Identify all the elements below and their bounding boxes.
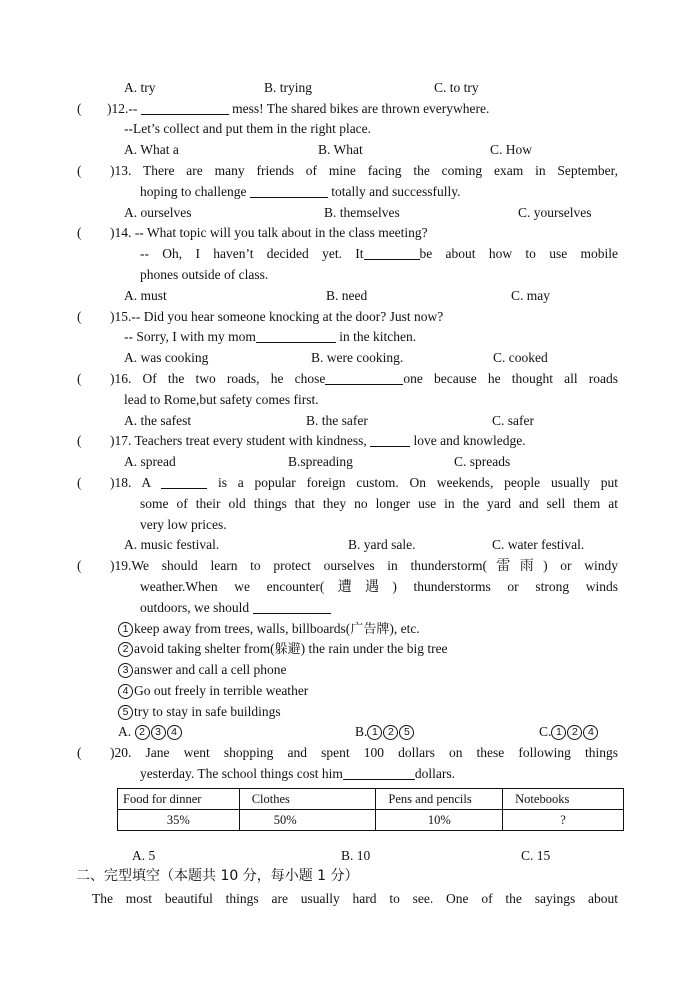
q14-paren: ( bbox=[77, 225, 82, 240]
q12-paren: ( bbox=[77, 101, 82, 116]
q14-option-c: C. may bbox=[511, 288, 550, 303]
q17-option-a: A. spread bbox=[124, 454, 176, 469]
table-cell: 10% bbox=[376, 810, 503, 831]
q12-option-a: A. What a bbox=[124, 142, 179, 157]
q17-option-c: C. spreads bbox=[454, 454, 511, 469]
q13-option-c: C. yourselves bbox=[518, 205, 592, 220]
q19-item: 4 Go out freely in terrible weather bbox=[118, 683, 308, 699]
q19-stem: )19.We should learn to protect ourselves in thunderstorm(雷雨) or windy bbox=[110, 558, 618, 574]
q19-item: 1 keep away from trees, walls, billboards(广告牌), etc. bbox=[118, 621, 420, 638]
q16-paren: ( bbox=[77, 371, 82, 386]
table-header-cell: Notebooks bbox=[503, 789, 624, 810]
q19-paren: ( bbox=[77, 558, 82, 573]
answer-blank bbox=[253, 601, 331, 614]
table-header-cell: Clothes bbox=[239, 789, 376, 810]
table-header-cell: Pens and pencils bbox=[376, 789, 503, 810]
answer-blank bbox=[325, 372, 403, 385]
q13-option-b: B. themselves bbox=[324, 205, 400, 220]
passage-text: The most beautiful things are usually hard to see. One of the sayings about bbox=[92, 891, 618, 906]
answer-blank bbox=[141, 102, 229, 115]
answer-blank bbox=[250, 185, 328, 198]
q14-reply-cont: phones outside of class. bbox=[140, 267, 269, 282]
q16-option-c: C. safer bbox=[492, 413, 534, 428]
q19-item: 3 answer and call a cell phone bbox=[118, 662, 287, 678]
table-cell: 35% bbox=[118, 810, 240, 831]
circled-number: 2 bbox=[118, 642, 133, 657]
q17-option-b: B.spreading bbox=[288, 454, 353, 469]
circled-number: 1 bbox=[118, 622, 133, 637]
q15-stem: )15.-- Did you hear someone knocking at the door? Just now? bbox=[110, 309, 444, 324]
q16-option-a: A. the safest bbox=[124, 413, 192, 428]
q11-option-b: B. trying bbox=[264, 80, 313, 95]
q14-stem: )14. -- What topic will you talk about in the class meeting? bbox=[110, 225, 428, 240]
q12-stem: )12.-- mess! The shared bikes are thrown everywhere. bbox=[107, 101, 490, 116]
table-cell: 50% bbox=[239, 810, 376, 831]
q12-option-b: B. What bbox=[318, 142, 363, 157]
q15-paren: ( bbox=[77, 309, 82, 324]
q20-stem-cont: yesterday. The school things cost him dollars. bbox=[140, 766, 455, 781]
q20-option-b: B. 10 bbox=[341, 848, 371, 863]
q12-option-c: C. How bbox=[490, 142, 533, 157]
q13-stem-cont: hoping to challenge totally and successfully. bbox=[140, 184, 461, 199]
q19-stem-cont2: outdoors, we should bbox=[140, 600, 331, 616]
table-row bbox=[118, 810, 624, 831]
answer-blank bbox=[343, 767, 415, 780]
q18-stem-cont: some of their old things that they no longer use in the yard and sell them at bbox=[140, 496, 618, 511]
q15-option-a: A. was cooking bbox=[124, 350, 209, 365]
answer-blank bbox=[370, 434, 410, 447]
q16-stem-cont: lead to Rome,but safety comes first. bbox=[124, 392, 319, 407]
q13-stem: )13. There are many friends of mine facing the coming exam in September, bbox=[110, 163, 618, 178]
q20-paren: ( bbox=[77, 745, 82, 760]
q14-option-a: A. must bbox=[124, 288, 167, 303]
q14-reply: -- Oh, I haven’t decided yet. It be about how to use mobile bbox=[140, 246, 618, 261]
answer-blank bbox=[364, 247, 420, 260]
q11-option-a: A. try bbox=[124, 80, 156, 95]
q17-paren: ( bbox=[77, 433, 82, 448]
spending-table bbox=[117, 788, 624, 831]
q16-option-b: B. the safer bbox=[306, 413, 368, 428]
q16-stem: )16. Of the two roads, he chose one because he thought all roads bbox=[110, 371, 618, 386]
q13-paren: ( bbox=[77, 163, 82, 178]
q15-option-c: C. cooked bbox=[493, 350, 548, 365]
q20-stem: )20. Jane went shopping and spent 100 dollars on these following things bbox=[110, 745, 618, 760]
q15-option-b: B. were cooking. bbox=[311, 350, 404, 365]
q11-option-c: C. to try bbox=[434, 80, 479, 95]
q17-stem: )17. Teachers treat every student with kindness, love and knowledge. bbox=[110, 433, 526, 448]
q18-option-c: C. water festival. bbox=[492, 537, 585, 552]
circled-number: 4 bbox=[118, 684, 133, 699]
q18-stem: )18. A is a popular foreign custom. On weekends, people usually put bbox=[110, 475, 618, 490]
table-header-cell: Food for dinner bbox=[118, 789, 240, 810]
q19-option-c: C. 1 2 4 bbox=[539, 724, 599, 740]
q18-paren: ( bbox=[77, 475, 82, 490]
q19-item: 5 try to stay in safe buildings bbox=[118, 704, 281, 720]
q19-item: 2 avoid taking shelter from(躲避) the rain under the big tree bbox=[118, 641, 448, 658]
answer-blank bbox=[161, 476, 207, 489]
table-header-row bbox=[118, 789, 624, 810]
q18-stem-cont2: very low prices. bbox=[140, 517, 227, 532]
q19-option-a: A. 2 3 4 bbox=[118, 724, 183, 740]
q20-option-a: A. 5 bbox=[132, 848, 156, 863]
circled-number: 5 bbox=[118, 705, 133, 720]
q20-option-c: C. 15 bbox=[521, 848, 551, 863]
q12-reply: --Let’s collect and put them in the right place. bbox=[124, 121, 372, 136]
answer-blank bbox=[256, 330, 336, 343]
q15-reply: -- Sorry, I with my mom in the kitchen. bbox=[124, 329, 417, 344]
q13-option-a: A. ourselves bbox=[124, 205, 192, 220]
q18-option-a: A. music festival. bbox=[124, 537, 220, 552]
q14-option-b: B. need bbox=[326, 288, 368, 303]
q19-option-b: B. 1 2 5 bbox=[355, 724, 415, 740]
section-heading: 二、完型填空（本题共 10 分，每小题 1 分） bbox=[76, 868, 359, 884]
q19-stem-cont: weather.When we encounter(遭遇) thunderstorms or strong winds bbox=[140, 579, 619, 595]
circled-number: 3 bbox=[118, 663, 133, 678]
table-cell: ? bbox=[503, 810, 624, 831]
q18-option-b: B. yard sale. bbox=[348, 537, 416, 552]
